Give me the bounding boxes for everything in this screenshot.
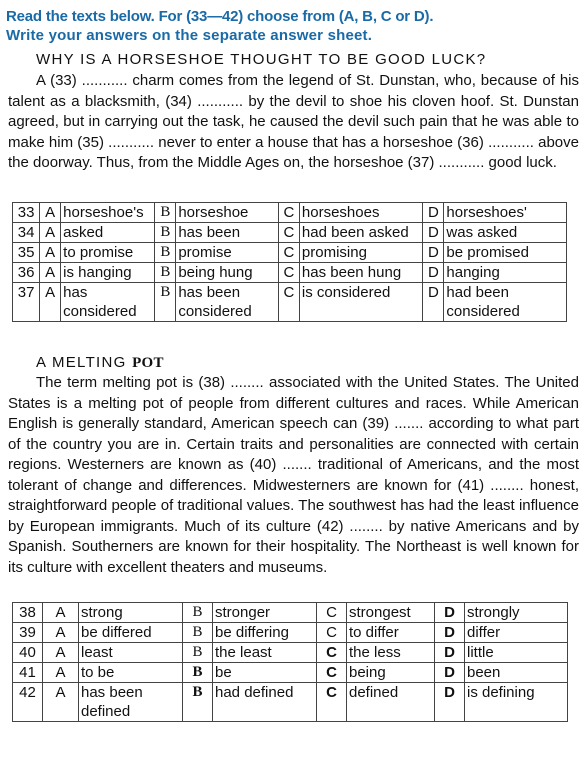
table-row bbox=[13, 243, 567, 263]
option-letter-c: C bbox=[278, 243, 299, 263]
table-row bbox=[13, 263, 567, 283]
option-c[interactable]: has been hung bbox=[299, 263, 423, 283]
option-a[interactable]: horseshoe's bbox=[61, 203, 155, 223]
option-c[interactable]: defined bbox=[347, 683, 435, 722]
question-number: 38 bbox=[13, 603, 43, 623]
option-d[interactable]: be promised bbox=[444, 243, 567, 263]
option-d[interactable]: differ bbox=[465, 623, 568, 643]
option-c[interactable]: the less bbox=[347, 643, 435, 663]
option-letter-a: A bbox=[40, 243, 61, 263]
option-letter-a: A bbox=[40, 263, 61, 283]
option-b[interactable]: be bbox=[213, 663, 317, 683]
question-number: 35 bbox=[13, 243, 40, 263]
option-c[interactable]: promising bbox=[299, 243, 423, 263]
option-b[interactable]: stronger bbox=[213, 603, 317, 623]
option-b[interactable]: promise bbox=[176, 243, 279, 263]
option-letter-a: A bbox=[43, 683, 79, 722]
option-letter-d: D bbox=[435, 623, 465, 643]
option-d[interactable]: is defining bbox=[465, 683, 568, 722]
table-row bbox=[13, 603, 568, 623]
option-letter-c: C bbox=[278, 263, 299, 283]
option-letter-c: C bbox=[317, 603, 347, 623]
option-letter-b: B bbox=[183, 683, 213, 722]
option-c[interactable]: strongest bbox=[347, 603, 435, 623]
option-letter-d: D bbox=[423, 263, 444, 283]
table-row bbox=[13, 643, 568, 663]
text2-title-main: A MELTING bbox=[36, 354, 133, 371]
option-letter-b: B bbox=[183, 603, 213, 623]
option-d[interactable]: little bbox=[465, 643, 568, 663]
option-a[interactable]: asked bbox=[61, 223, 155, 243]
question-number: 40 bbox=[13, 643, 43, 663]
option-a[interactable]: least bbox=[79, 643, 183, 663]
option-letter-d: D bbox=[423, 283, 444, 322]
option-d[interactable]: had been considered bbox=[444, 283, 567, 322]
question-number: 33 bbox=[13, 203, 40, 223]
option-d[interactable]: been bbox=[465, 663, 568, 683]
question-number: 36 bbox=[13, 263, 40, 283]
option-letter-d: D bbox=[423, 223, 444, 243]
option-letter-b: B bbox=[183, 623, 213, 643]
instructions-line-2: Write your answers on the separate answer sheet. bbox=[6, 27, 373, 44]
text1-body bbox=[8, 71, 579, 174]
option-letter-b: B bbox=[155, 283, 176, 322]
option-b[interactable]: the least bbox=[213, 643, 317, 663]
table-row bbox=[13, 683, 568, 722]
option-letter-d: D bbox=[435, 683, 465, 722]
option-letter-a: A bbox=[40, 203, 61, 223]
option-letter-a: A bbox=[43, 643, 79, 663]
option-c[interactable]: had been asked bbox=[299, 223, 423, 243]
option-letter-b: B bbox=[155, 223, 176, 243]
option-letter-b: B bbox=[183, 643, 213, 663]
table-row bbox=[13, 223, 567, 243]
option-a[interactable]: to promise bbox=[61, 243, 155, 263]
option-a[interactable]: has been defined bbox=[79, 683, 183, 722]
option-letter-b: B bbox=[155, 203, 176, 223]
option-b[interactable]: be differing bbox=[213, 623, 317, 643]
option-c[interactable]: is considered bbox=[299, 283, 423, 322]
question-number: 41 bbox=[13, 663, 43, 683]
text2-body bbox=[8, 373, 579, 578]
option-a[interactable]: to be bbox=[79, 663, 183, 683]
question-number: 39 bbox=[13, 623, 43, 643]
option-b[interactable]: horseshoe bbox=[176, 203, 279, 223]
question-number: 42 bbox=[13, 683, 43, 722]
options-table-1 bbox=[12, 202, 567, 322]
option-letter-c: C bbox=[317, 663, 347, 683]
table-row bbox=[13, 203, 567, 223]
question-number: 34 bbox=[13, 223, 40, 243]
question-number: 37 bbox=[13, 283, 40, 322]
option-c[interactable]: horseshoes bbox=[299, 203, 423, 223]
option-letter-d: D bbox=[435, 643, 465, 663]
option-letter-b: B bbox=[155, 263, 176, 283]
text2-title-end: POT bbox=[132, 355, 164, 371]
option-d[interactable]: was asked bbox=[444, 223, 567, 243]
option-b[interactable]: being hung bbox=[176, 263, 279, 283]
option-letter-a: A bbox=[40, 223, 61, 243]
option-letter-d: D bbox=[423, 203, 444, 223]
instructions-line-1: Read the texts below. For (33—42) choose from (A, B, C or D). bbox=[6, 8, 434, 25]
option-letter-d: D bbox=[435, 663, 465, 683]
option-letter-a: A bbox=[43, 623, 79, 643]
option-letter-c: C bbox=[317, 643, 347, 663]
table-row bbox=[13, 623, 568, 643]
table-row bbox=[13, 283, 567, 322]
option-a[interactable]: strong bbox=[79, 603, 183, 623]
text2-title bbox=[36, 353, 164, 373]
option-letter-a: A bbox=[43, 603, 79, 623]
option-letter-a: A bbox=[40, 283, 61, 322]
option-letter-a: A bbox=[43, 663, 79, 683]
instructions bbox=[6, 7, 581, 45]
option-d[interactable]: strongly bbox=[465, 603, 568, 623]
option-d[interactable]: horseshoes' bbox=[444, 203, 567, 223]
text1-title: WHY IS A HORSESHOE THOUGHT TO BE GOOD LUCK? bbox=[36, 51, 487, 68]
option-letter-c: C bbox=[278, 223, 299, 243]
table-row bbox=[13, 663, 568, 683]
option-letter-d: D bbox=[435, 603, 465, 623]
option-a[interactable]: is hanging bbox=[61, 263, 155, 283]
option-c[interactable]: to differ bbox=[347, 623, 435, 643]
option-a[interactable]: has considered bbox=[61, 283, 155, 322]
option-b[interactable]: has been considered bbox=[176, 283, 279, 322]
option-letter-b: B bbox=[155, 243, 176, 263]
option-letter-c: C bbox=[278, 203, 299, 223]
option-c[interactable]: being bbox=[347, 663, 435, 683]
option-letter-d: D bbox=[423, 243, 444, 263]
option-letter-c: C bbox=[317, 623, 347, 643]
options-table-2 bbox=[12, 602, 568, 722]
option-letter-b: B bbox=[183, 663, 213, 683]
option-d[interactable]: hanging bbox=[444, 263, 567, 283]
text1-paragraph: A (33) ........... charm comes from the legend of St. Dunstan, who, because of his talent as a blacksmith, (34) ........... by the devil to shoe his cloven hoof. St. Dunstan agreed, but in carrying out the task, he caused the devil such pain that he was able to make him (35) ........... never to enter a house that has a horseshoe (36) ........... above the doorway. Thus, from the Middle Ages on, the horseshoe (37) ........... good luck. bbox=[8, 72, 579, 171]
text2-paragraph: The term melting pot is (38) ........ associated with the United States. The United States is a melting pot of people from different cultures and races. While American English is generally standard, American speech can (39) ....... according to what part of the country you are in. Certain traits and personalities are connected with certain regions. Westerners are known as (40) ....... traditional of Americans, and the most tolerant of change and differences. Midwesterners are known for (41) ........ honest, straightforward people of traditional values. The southwest has had the least influence by European immigrants. Much of its culture (42) ........ by native Americans and by Spanish. Southerners are known for their hospitality. The Northeast is well known for its culture with excellent theaters and museums. bbox=[8, 374, 579, 576]
option-a[interactable]: be differed bbox=[79, 623, 183, 643]
option-b[interactable]: has been bbox=[176, 223, 279, 243]
option-b[interactable]: had defined bbox=[213, 683, 317, 722]
option-letter-c: C bbox=[317, 683, 347, 722]
option-letter-c: C bbox=[278, 283, 299, 322]
